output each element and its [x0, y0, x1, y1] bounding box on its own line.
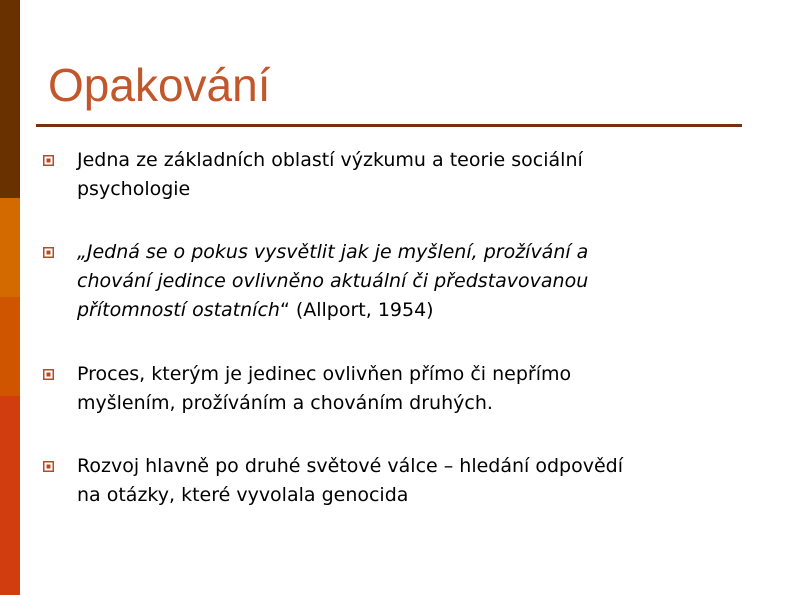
- bullet-text: [77, 238, 737, 325]
- bullet-line: Proces, kterým je jedinec ovlivňen přímo či nepřímo: [77, 363, 572, 385]
- side-bar-segment-2: [0, 198, 20, 297]
- square-bullet-icon: [43, 155, 54, 166]
- square-bullet-icon: [43, 369, 54, 380]
- side-bar-segment-1: [0, 0, 20, 198]
- square-bullet-icon: [43, 461, 54, 472]
- bullet-line: myšlením, prožíváním a chováním druhých.: [77, 392, 493, 414]
- citation: “ (Allport, 1954): [279, 299, 434, 321]
- bullet-text: [77, 146, 737, 204]
- slide-title: Opakování: [48, 59, 271, 111]
- bullet-line: Jedna ze základních oblastí výzkumu a teorie sociální: [77, 149, 583, 171]
- bullet-text: [77, 452, 737, 510]
- side-bar-segment-3: [0, 297, 20, 396]
- bullet-line: psychologie: [77, 178, 191, 200]
- bullet-line: Rozvoj hlavně po druhé světové válce – hledání odpovědí: [77, 455, 623, 477]
- bullet-text: [77, 360, 737, 418]
- side-bar-segment-4: [0, 396, 20, 595]
- quote-line: chování jedince ovlivněno aktuální či představovanou: [77, 270, 589, 292]
- side-color-bar: [0, 0, 20, 595]
- square-bullet-icon: [43, 247, 54, 258]
- quote-line: přítomností ostatních: [77, 299, 280, 321]
- title-underline: [36, 124, 742, 127]
- quote-line: „Jedná se o pokus vysvětlit jak je myšlení, prožívání a: [77, 241, 589, 263]
- bullet-line: na otázky, které vyvolala genocida: [77, 484, 409, 506]
